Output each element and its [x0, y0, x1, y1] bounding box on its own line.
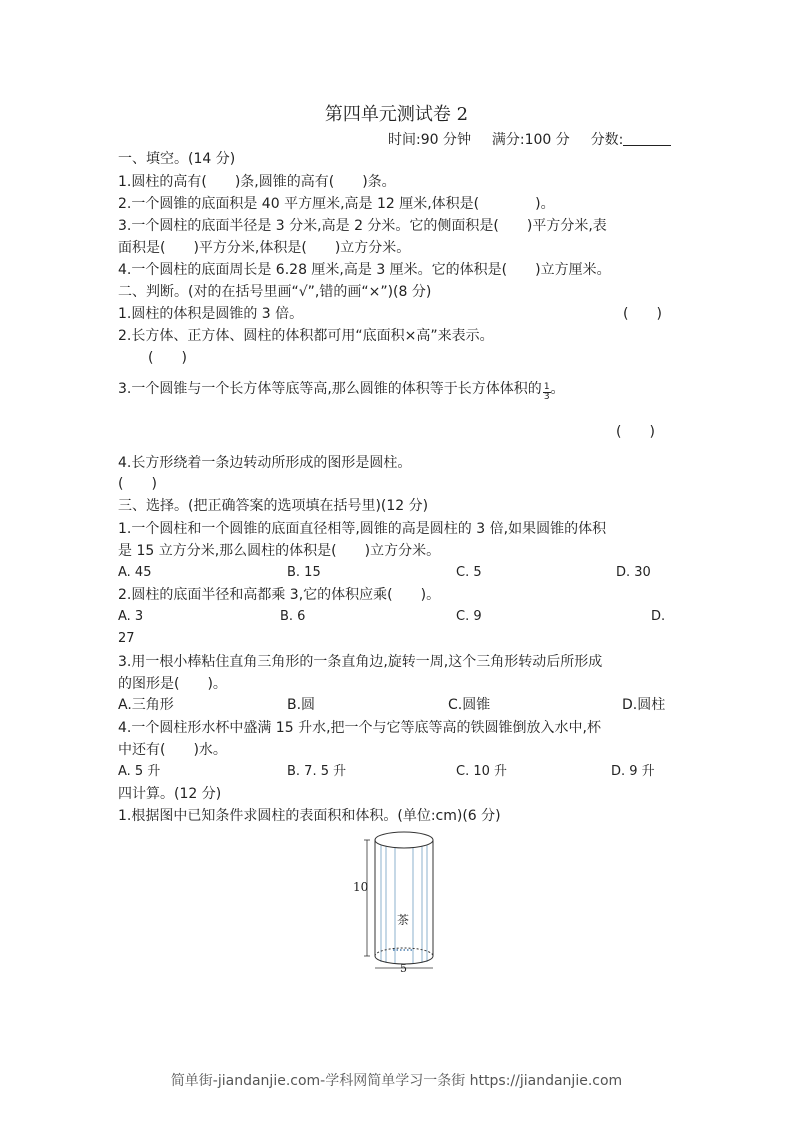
s3-q3-option-b[interactable]: B.圆 [287, 697, 316, 713]
s2-q2-answer-paren[interactable]: ( ) [148, 350, 187, 366]
height-label: 10 [353, 880, 369, 894]
s2-question-3 [118, 378, 565, 402]
section3-heading: 三、选择。(把正确答案的选项填在括号里)(12 分) [118, 498, 429, 514]
s3-q1-option-b[interactable]: B. 15 [287, 565, 321, 580]
s2-question-4: 4.长方形绕着一条边转动所形成的图形是圆柱。 [118, 455, 412, 471]
s3-q2-option-a[interactable]: A. 3 [118, 609, 144, 624]
s3-q3-option-a[interactable]: A.三角形 [118, 697, 174, 713]
s3-q2-option-d[interactable]: D. [651, 609, 666, 624]
fraction-denominator: 3 [543, 392, 550, 402]
full-score-label: 满分:100 分 [491, 132, 570, 148]
s1-question-2: 2.一个圆锥的底面积是 40 平方厘米,高是 12 厘米,体积是( )。 [118, 196, 555, 212]
score-blank[interactable] [623, 131, 671, 146]
s3-q3-option-d[interactable]: D.圆柱 [622, 697, 666, 713]
s2-q3-answer-paren[interactable]: ( ) [616, 424, 655, 440]
s3-question-3-line2: 的图形是( )。 [118, 676, 227, 692]
s3-q1-option-d[interactable]: D. 30 [616, 565, 651, 580]
s3-q4-option-c[interactable]: C. 10 升 [456, 764, 508, 779]
s3-q3-option-c[interactable]: C.圆锥 [448, 697, 491, 713]
score-label: 分数: [590, 132, 624, 148]
page-title: 第四单元测试卷 2 [324, 104, 469, 125]
page-footer: 简单街-jiandanjie.com-学科网简单学习一条街 https://jiandanjie.com [170, 1073, 623, 1089]
s2-question-2: 2.长方体、正方体、圆柱的体积都可用“底面积×高”来表示。 [118, 328, 494, 344]
s3-q1-option-a[interactable]: A. 45 [118, 565, 152, 580]
s1-question-1: 1.圆柱的高有( )条,圆锥的高有( )条。 [118, 174, 396, 190]
s1-question-3-line2: 面积是( )平方分米,体积是( )立方分米。 [118, 240, 411, 256]
section2-heading: 二、判断。(对的在括号里画“√”,错的画“×”)(8 分) [118, 284, 432, 300]
s3-question-2: 2.圆柱的底面半径和高都乘 3,它的体积应乘( )。 [118, 587, 441, 603]
s1-question-4: 4.一个圆柱的底面周长是 6.28 厘米,高是 3 厘米。它的体积是( )立方厘米。 [118, 262, 611, 278]
s3-q2-option-c[interactable]: C. 9 [456, 609, 482, 624]
s2-q4-answer-paren[interactable]: ( ) [118, 476, 157, 492]
cylinder-figure [350, 826, 460, 976]
s3-q4-option-b[interactable]: B. 7. 5 升 [287, 764, 347, 779]
s3-q4-option-d[interactable]: D. 9 升 [611, 764, 655, 779]
s3-question-4-line2: 中还有( )水。 [118, 742, 227, 758]
s3-question-3-line1: 3.用一根小棒粘住直角三角形的一条直角边,旋转一周,这个三角形转动后所形成 [118, 654, 603, 670]
s3-q2-option-d-value: 27 [118, 631, 135, 646]
can-label: 茶 [397, 913, 410, 927]
s4-question-1: 1.根据图中已知条件求圆柱的表面积和体积。(单位:cm)(6 分) [118, 808, 501, 824]
s3-question-1-line2: 是 15 立方分米,那么圆柱的体积是( )立方分米。 [118, 543, 441, 559]
s2-q1-answer-paren[interactable]: ( ) [623, 306, 662, 322]
s3-question-4-line1: 4.一个圆柱形水杯中盛满 15 升水,把一个与它等底等高的铁圆锥倒放入水中,杯 [118, 720, 601, 736]
one-third-fraction [543, 383, 551, 402]
fraction-numerator: 1 [543, 382, 550, 392]
s3-q1-option-c[interactable]: C. 5 [456, 565, 482, 580]
diameter-label: 5 [400, 962, 407, 975]
section1-heading: 一、填空。(14 分) [118, 151, 236, 167]
s3-q2-option-b[interactable]: B. 6 [280, 609, 306, 624]
s2-question-1: 1.圆柱的体积是圆锥的 3 倍。 [118, 306, 304, 322]
exam-info [388, 129, 671, 149]
s2-q3-end: 。 [550, 381, 565, 397]
time-label: 时间:90 分钟 [388, 132, 471, 148]
s3-question-1-line1: 1.一个圆柱和一个圆锥的底面直径相等,圆锥的高是圆柱的 3 倍,如果圆锥的体积 [118, 521, 607, 537]
s3-q4-option-a[interactable]: A. 5 升 [118, 764, 161, 779]
s2-q3-text: 3.一个圆锥与一个长方体等底等高,那么圆锥的体积等于长方体体积的 [118, 381, 542, 397]
section4-heading: 四计算。(12 分) [118, 786, 222, 802]
s1-question-3-line1: 3.一个圆柱的底面半径是 3 分米,高是 2 分米。它的侧面积是( )平方分米,表 [118, 218, 607, 234]
